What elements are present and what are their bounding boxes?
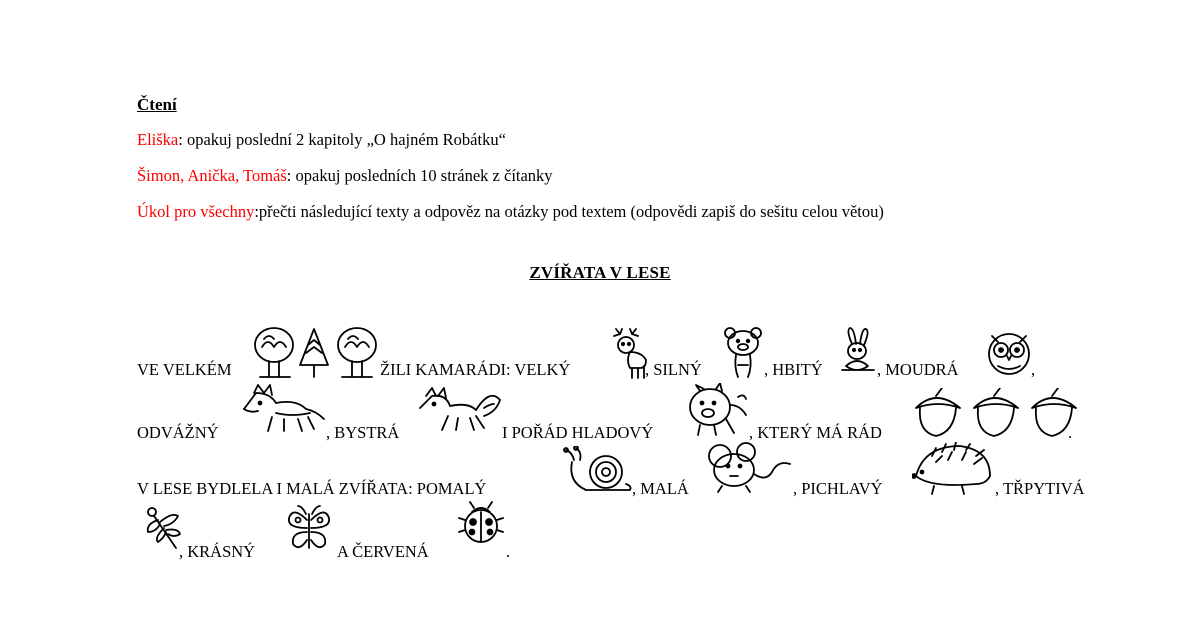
story-text: A ČERVENÁ xyxy=(337,542,429,561)
story-text: ŽILI KAMARÁDI: VELKÝ xyxy=(380,360,571,379)
bear-icon xyxy=(722,325,766,379)
deer-icon xyxy=(610,328,654,380)
story-text: V LESE BYDLELA I MALÁ ZVÍŘATA: POMALÝ xyxy=(137,479,487,498)
butterfly-icon xyxy=(286,504,332,554)
story-text: , TŘPYTIVÁ xyxy=(995,479,1085,498)
story-text: , PICHLAVÝ xyxy=(793,479,883,498)
assignment-text: : opakuj posledních 10 stránek z čítanky xyxy=(286,166,553,185)
dragonfly-icon xyxy=(144,506,184,552)
story-text: . xyxy=(506,542,511,561)
story-text: , BYSTRÁ xyxy=(326,423,400,442)
story-text: . xyxy=(1068,423,1073,442)
owl-icon xyxy=(986,328,1032,376)
assignment-group xyxy=(137,166,553,186)
assignment-text: : opakuj poslední 2 kapitoly „O hajném Robátku“ xyxy=(178,130,506,149)
fox-icon xyxy=(418,386,502,438)
story-text: , HBITÝ xyxy=(764,360,823,379)
assignment-all xyxy=(137,202,884,222)
mouse-icon xyxy=(706,442,796,494)
story-text: ODVÁŽNÝ xyxy=(137,423,219,442)
section-heading: Čtení xyxy=(137,95,177,114)
forest-icon xyxy=(252,325,382,381)
story-text: VE VELKÉM xyxy=(137,360,232,379)
assignment-eliska xyxy=(137,130,506,150)
story-text: , MALÁ xyxy=(632,479,689,498)
story-text: , SILNÝ xyxy=(645,360,702,379)
story-text: , KRÁSNÝ xyxy=(179,542,256,561)
story-text: , KTERÝ MÁ RÁD xyxy=(749,423,882,442)
acorn-icon xyxy=(910,388,1080,440)
assignment-name: Eliška xyxy=(137,130,179,149)
boar-icon xyxy=(686,383,752,439)
assignment-name: Šimon, Anička, Tomáš xyxy=(137,166,287,185)
assignment-text: :přečti následující texty a odpověz na otázky pod textem (odpovědi zapiš do sešitu celou větou) xyxy=(254,202,884,221)
rabbit-icon xyxy=(838,326,878,376)
story-text: , MOUDRÁ xyxy=(877,360,959,379)
wolf-icon xyxy=(240,383,328,441)
story-text: I POŘÁD HLADOVÝ xyxy=(502,423,654,442)
hedgehog-icon xyxy=(912,442,994,496)
snail-icon xyxy=(562,446,634,496)
assignment-name: Úkol pro všechny xyxy=(137,202,255,221)
ladybug-icon xyxy=(458,500,504,546)
story-text: , xyxy=(1031,360,1036,379)
story-title: ZVÍŘATA V LESE xyxy=(529,263,671,282)
